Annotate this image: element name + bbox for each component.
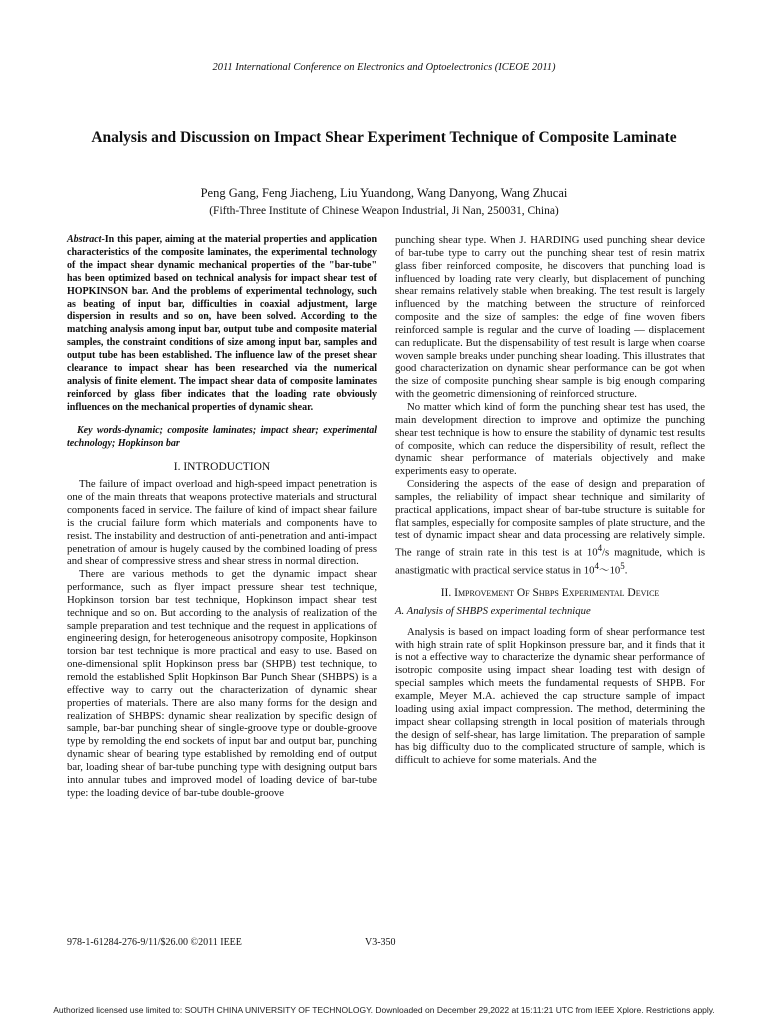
- paragraph: There are various methods to get the dynamic impact shear performance, such as flyer impact pressure shear test technique, Hopkinson torsion bar test technique, Hopkinson impact shear test technique and so on. But according to the analysis of realization of the sample preparation and test technique and the request in applications of engineering design, for heterogeneous anisotropy composite, Hopkinson torsion bar test technique is more practical and easy to use. Based on one-dimensional split Hopkinson press bar (SHPB) test technique, to remold the established Split Hopkinson Bar Punch Shear (SHBPS) is a effective way to carry out the characterization of dynamic shear properties of materials. There are also many forms for the design and realization of SHBPS: dynamic shear realization by specific design of sample, bar-bar punching shear of single-groove type or double-groove type by remolding the end sockets of input bar and output bar, punching dynamic shear of bearing type established by remolding end of output bar, loading shear of bar-tube punching type with designing output bars into annular tubes and improved model of loading device of bar-tube type: the loading device of bar-tube double-groove: [67, 568, 377, 799]
- text-run: Considering the aspects of the ease of design and preparation of samples, the reliability of impact shear technique and similarity of practical applications, impact shear of bar-tube structure is suitable for flat samples, especially for composite samples of plate structure, and the test of dynamic impact shear and data processing are relatively simple. The range of strain rate in this test is at 10: [395, 478, 705, 559]
- isbn-footer: 978-1-61284-276-9/11/$26.00 ©2011 IEEE: [67, 937, 242, 948]
- conference-header: 2011 International Conference on Electronics and Optoelectronics (ICEOE 2011): [212, 62, 556, 73]
- superscript: 5: [620, 560, 625, 571]
- abstract-label: Abstract-: [67, 234, 105, 245]
- affiliation: (Fifth-Three Institute of Chinese Weapon Industrial, Ji Nan, 250031, China): [209, 205, 559, 217]
- abstract-text: In this paper, aiming at the material properties and application characteristics of the composite laminates, the experimental technology of the impact shear dynamic mechanical properties of the "bar-tube" has been optimized based on technical analysis for impact shear test of HOPKINSON bar. And the problems of experimental technology, such as beating of input bar, difficulties in coaxial adjustment, large dispersion in results and so on, have been solved. According to the matching analysis among input bar, output tube and composite material samples, the constraint conditions of size among input bar, samples and output tube has been established. The influence law of the preset shear clearance to impact shear has been researched via the numerical analysis of finite element. The impact shear data of composite laminates reinforced by glass fiber indicates that the loading rate obviously influences on the mechanical properties of dynamic shear.: [67, 234, 377, 413]
- right-column: [395, 234, 705, 767]
- paragraph: [395, 478, 705, 577]
- section-heading-improvement: II. Improvement Of Shbps Experimental Device: [440, 587, 660, 600]
- author-list: Peng Gang, Feng Jiacheng, Liu Yuandong, Wang Danyong, Wang Zhucai: [200, 186, 568, 200]
- paragraph: The failure of impact overload and high-speed impact penetration is one of the main threats that weapons protective materials and structural components faced in service. The failure of kind of impact shear failure is the crucial failure form which materials and components have to resist. The instability and destruction of anti-penetration and anti-impact penetration of amour is hugely caused by the combined loading of press and shear of compressive stress and shear stress in normal direction.: [67, 478, 377, 568]
- paragraph: punching shear type. When J. HARDING used punching shear device of bar-tube type to carry out the punching shear test of resin matrix glass fiber reinforced composite, he discovers that punching load is influenced by loading rate very clearly, but displacement of punching shear remains relatively stable when breaking. The test result is largely influenced by the matching between the structure of reinforced composite and the size of samples: the edge of fine woven fibers reinforced sample is regular and the curve of loading — displacement can reduplicate. But the dispensability of test result is large when coarse woven sample breaks under punching shear loading. This illustrates that good characterization on dynamic shear performance can be got when the size of composite punching shear sample is big enough comparing with the geometric dimensioning of reinforced structure.: [395, 234, 705, 401]
- subsection-heading: A. Analysis of SHBPS experimental technique: [395, 604, 591, 617]
- left-column: [67, 234, 377, 799]
- paragraph: Analysis is based on impact loading form of shear performance test with high strain rate of split Hopkinson pressure bar, and it finds that it is not a effective way to characterize the dynamic shear performance of isotropic composite using impact shear loading test with design of special samples which meets the fundamental requests of SHPB. For example, Meyer M.A. achieved the cap structure sample of impact loading using axial impact compression. The method, determining the impact shear collapsing strength in local position of materials through the design of self-shear, has large limitation. The preparation of sample has big difficulty duo to the complicated structure of sample, which is difficult to achieve for some materials. And the: [395, 625, 705, 767]
- text-run: /s magnitude, which is anastigmatic with practical service status in 10: [395, 546, 706, 577]
- paper-title: Analysis and Discussion on Impact Shear Experiment Technique of Composite Laminate: [91, 129, 677, 146]
- abstract: [67, 234, 377, 415]
- paragraph: No matter which kind of form the punching shear test has used, the main development direction to improve and optimize the punching shear test technique is how to ensure the stability of dynamic test results of composite, which can reduce the dispersibility of result, reflect the dynamic shear performance of materials objectively and make experiments easy to operate.: [395, 400, 705, 478]
- superscript: 4: [594, 560, 599, 571]
- superscript: 4: [597, 543, 603, 554]
- text-run: .: [624, 564, 628, 577]
- keywords: Key words-dynamic; composite laminates; impact shear; experimental technology; Hopkinson bar: [67, 424, 377, 449]
- license-notice: Authorized licensed use limited to: SOUTH CHINA UNIVERSITY OF TECHNOLOGY. Downloaded on December 29,2022 at 15:11:21 UTC from IEEE Xplore. Restrictions apply.: [53, 1005, 715, 1015]
- page-number: V3-350: [365, 937, 396, 948]
- text-run: 〜10: [598, 564, 621, 577]
- section-heading-introduction: I. INTRODUCTION: [173, 460, 271, 473]
